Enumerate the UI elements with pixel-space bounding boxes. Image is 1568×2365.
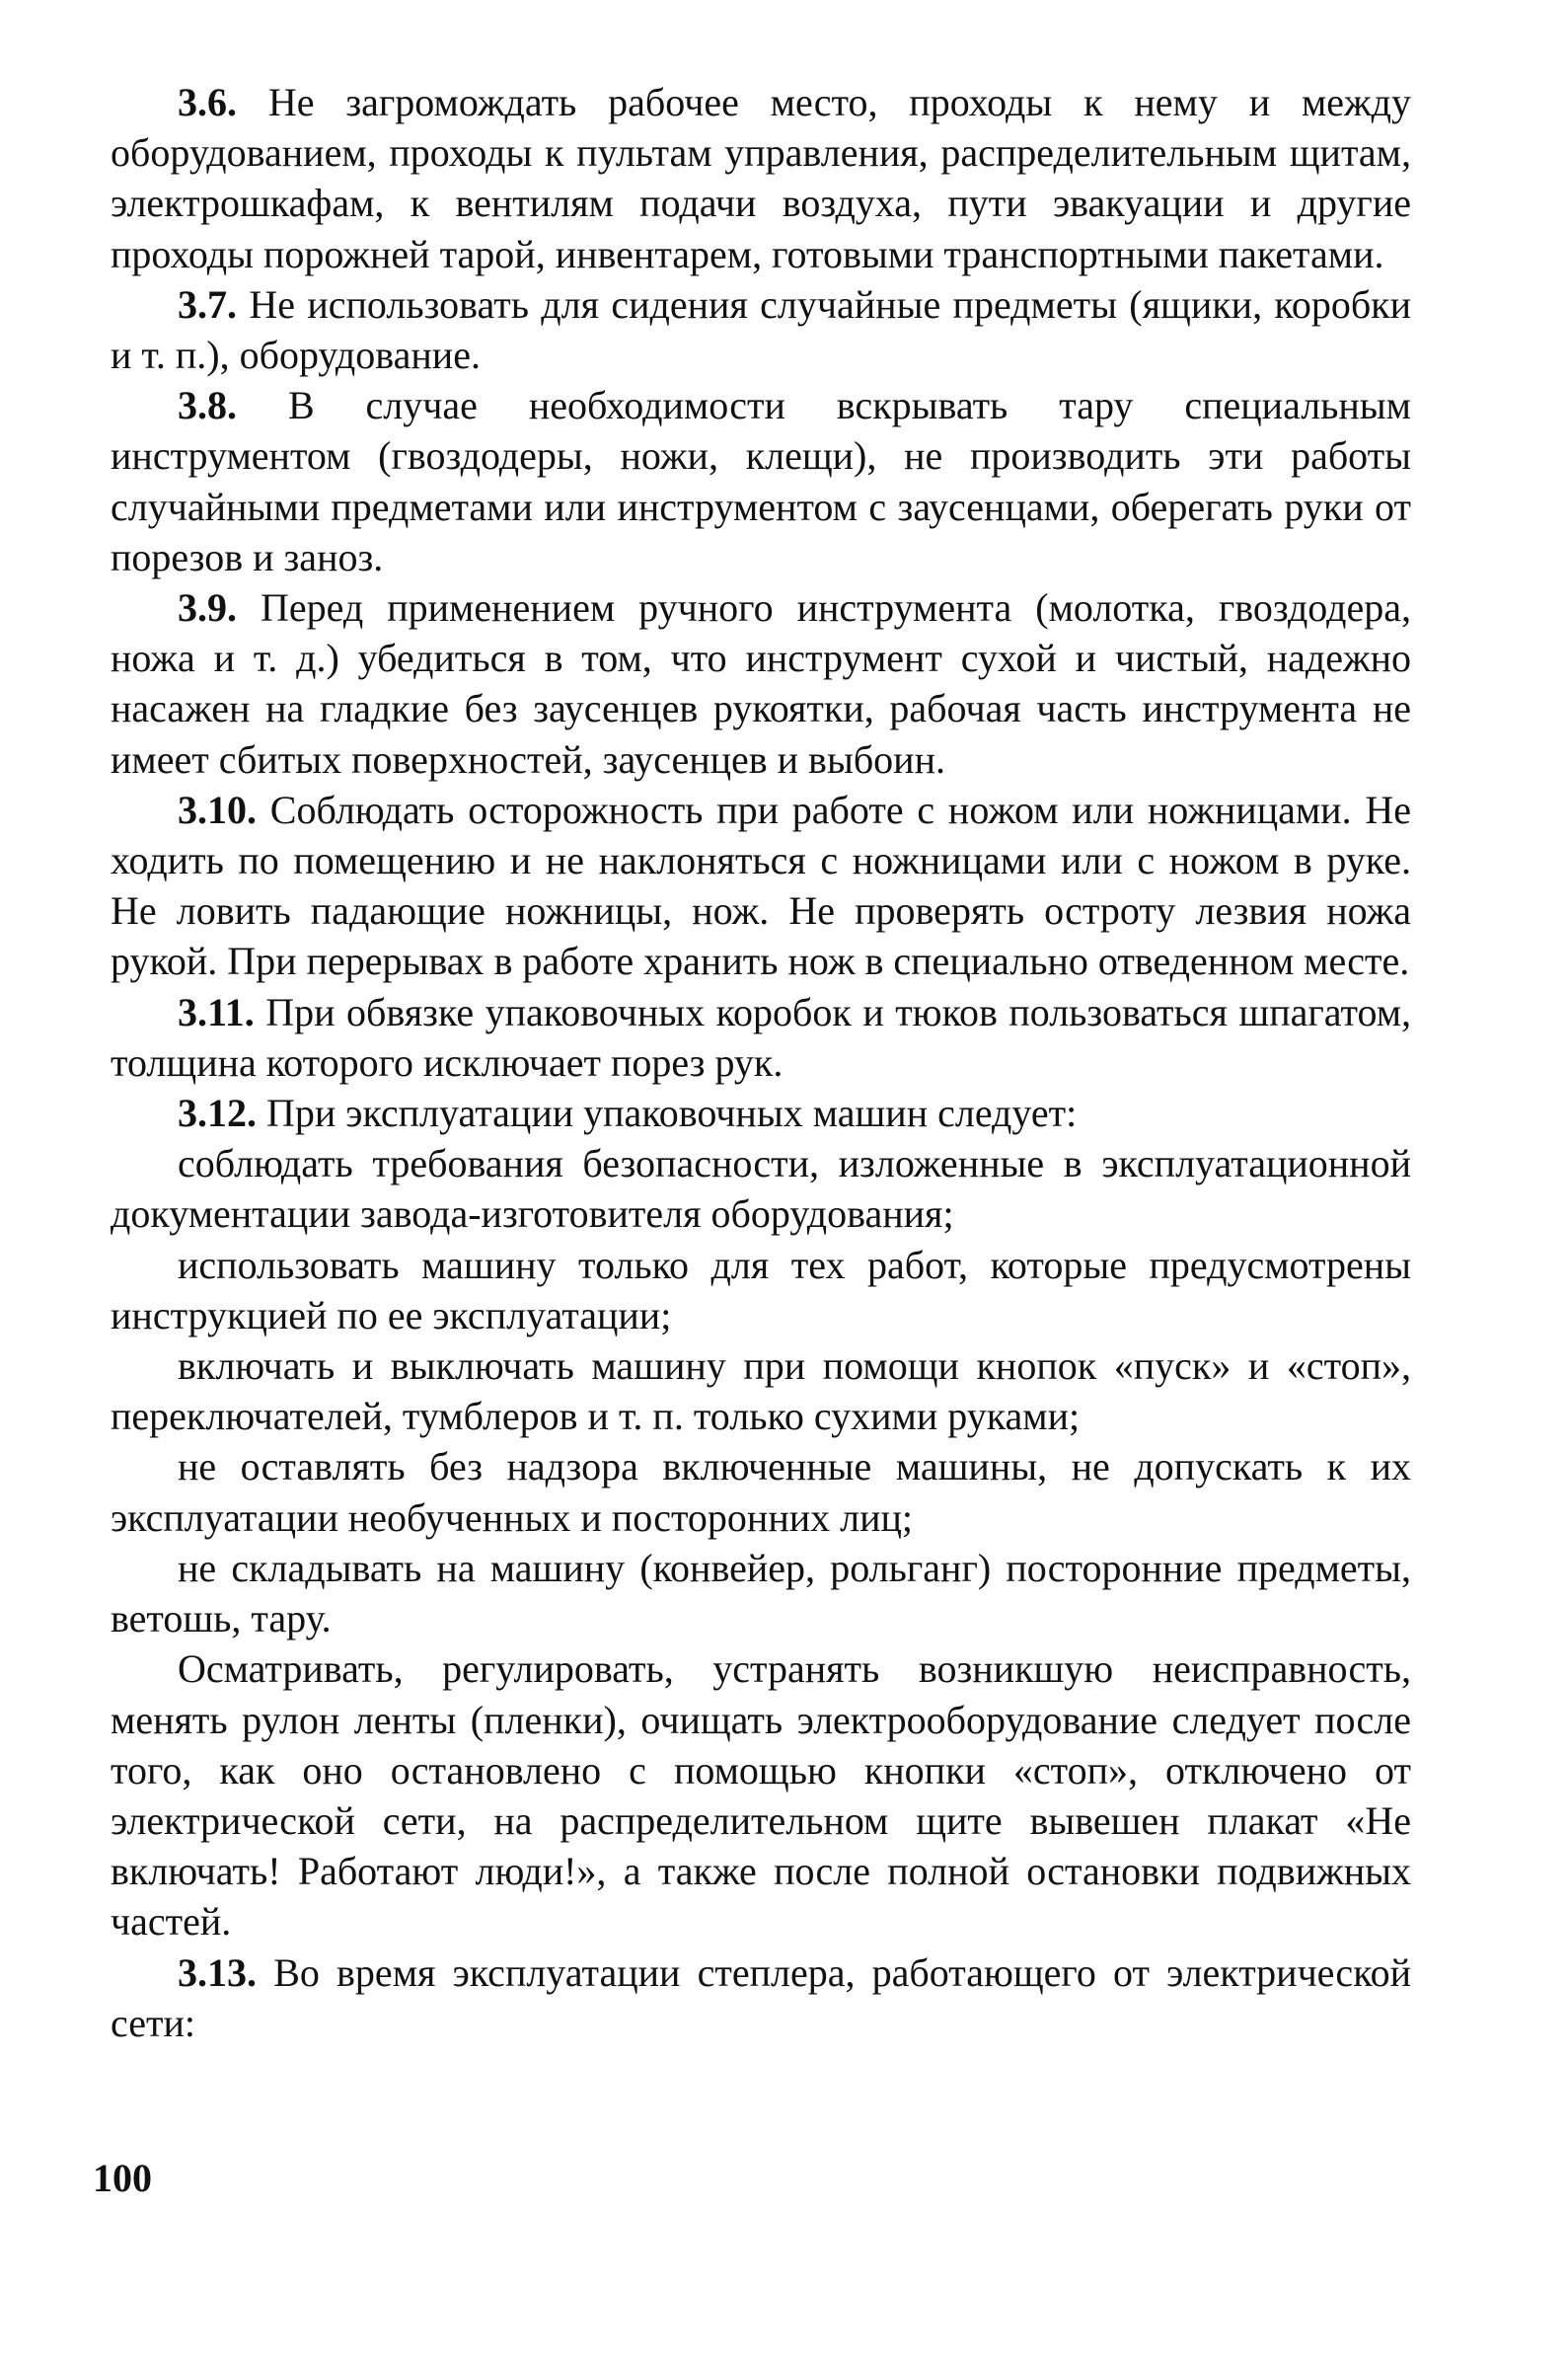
paragraph-3-6 (111, 77, 1411, 279)
page-body (111, 77, 1411, 2048)
paragraph-text: Во время эксплуатации степлера, работающего от электрической сети: (111, 1949, 1411, 2045)
list-item-use-machine (111, 1240, 1411, 1340)
paragraph-text: Перед применением ручного инструмента (молотка, гвоздодера, ножа и т. д.) убедиться в том, что инструмент сухой и чистый, надежно насажен на гладкие без заусенцев рукоятки, рабочая часть инструмента не имеет сбитых поверхностей, заусенцев и выбоин. (111, 585, 1412, 782)
paragraph-text: использовать машину только для тех работ, которые предусмотрены инструкцией по ее эксплуатации; (111, 1242, 1411, 1337)
page-number: 100 (93, 2156, 152, 2200)
list-item-switch-machine (111, 1340, 1411, 1441)
paragraph-text: не оставлять без надзора включенные машины, не допускать к их эксплуатации необученных и посторонних лиц; (111, 1444, 1411, 1540)
paragraph-text: Соблюдать осторожность при работе с ножом или ножницами. Не ходить по помещению и не наклоняться с ножницами или с ножом в руке. Не ловить падающие ножницы, нож. Не проверять остроту лезвия ножа рукой. При перерывах в работе хранить нож в специально отведенном месте. (111, 787, 1411, 984)
paragraph-3-13 (111, 1947, 1411, 2048)
paragraph-text: В случае необходимости вскрывать тару специальным инструментом (гвоздодеры, ножи, клещи), не производить эти работы случайными предметами или инструментом с заусенцами, оберегать руки от порезов и заноз. (111, 383, 1411, 579)
paragraph-number: 3.12. (178, 1091, 257, 1136)
paragraph-number: 3.8. (178, 383, 237, 428)
paragraph-text: Не использовать для сидения случайные предметы (ящики, коробки и т. п.), оборудование. (111, 281, 1412, 378)
paragraph-text: включать и выключать машину при помощи кнопок «пуск» и «стоп», переключателей, тумблеров и т. п. только сухими руками; (111, 1343, 1411, 1439)
paragraph-text: При обвязке упаковочных коробок и тюков пользоваться шпагатом, толщина которого исключает порез рук. (111, 989, 1412, 1085)
list-item-foreign-objects (111, 1543, 1411, 1643)
list-item-safety-requirements (111, 1138, 1411, 1239)
paragraph-3-10 (111, 785, 1411, 987)
paragraph-text: При эксплуатации упаковочных машин следует: (266, 1091, 1078, 1136)
paragraph-3-8 (111, 380, 1411, 582)
list-item-supervision (111, 1441, 1411, 1542)
paragraph-number: 3.6. (178, 80, 237, 124)
paragraph-3-7 (111, 279, 1411, 380)
paragraph-3-9 (111, 582, 1411, 785)
paragraph-text: Осматривать, регулировать, устранять возникшую неисправность, менять рулон ленты (пленки), очищать электрооборудование следует после того, как оно остановлено с помощью кнопки «стоп», отключено от электрической сети, на распределительном щите вывешен плакат «Не включать! Работают люди!», а также после полной остановки подвижных частей. (111, 1646, 1411, 1945)
paragraph-3-11 (111, 987, 1411, 1088)
paragraph-3-12 (111, 1088, 1411, 1138)
paragraph-number: 3.10. (178, 787, 257, 832)
paragraph-number: 3.13. (178, 1949, 257, 1995)
paragraph-text: соблюдать требования безопасности, изложенные в эксплуатационной документации завода-изготовителя оборудования; (111, 1141, 1411, 1237)
paragraph-number: 3.9. (178, 585, 237, 631)
paragraph-text: не складывать на машину (конвейер, рольганг) посторонние предметы, ветошь, тару. (111, 1545, 1411, 1641)
paragraph-maintenance (111, 1643, 1411, 1946)
paragraph-number: 3.7. (178, 281, 237, 327)
paragraph-text: Не загромождать рабочее место, проходы к нему и между оборудованием, проходы к пультам управления, распределительным щитам, электрошкафам, к вентилям подачи воздуха, пути эвакуации и другие проходы порожней тарой, инвентарем, готовыми транспортными пакетами. (111, 80, 1412, 276)
paragraph-number: 3.11. (178, 989, 255, 1034)
